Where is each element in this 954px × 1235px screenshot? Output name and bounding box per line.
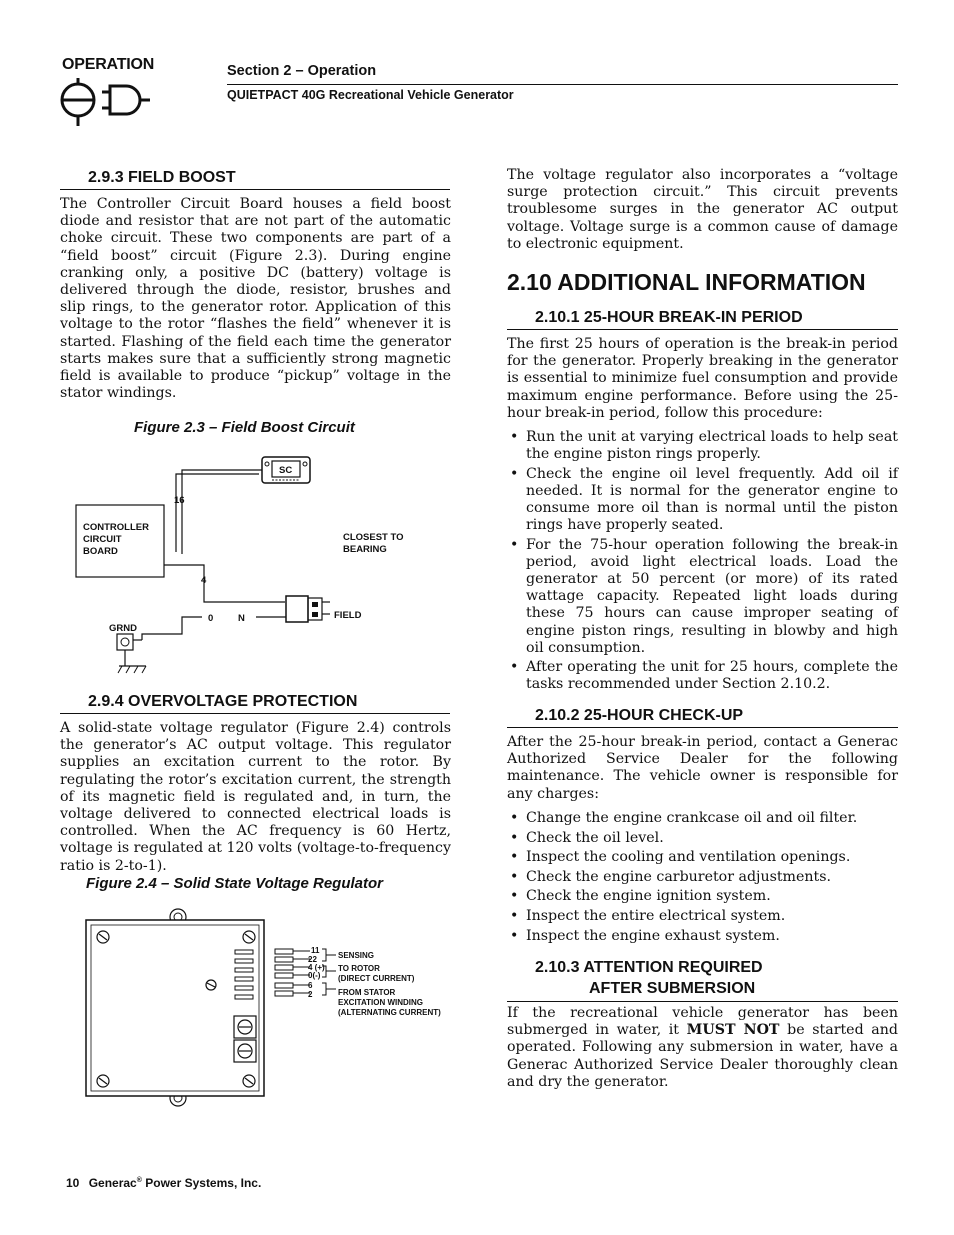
wire-16-label: 16: [174, 495, 185, 506]
list-item: • For the 75-hour operation following the break-in period, avoid light electrical loads. Load the generator at 50 percent (or more) of its rated wattage capacity. Repeated light loads during these 75 hours can cause improper seating of engine piston rings, resulting in blowby and high oil consumption.: [507, 537, 898, 657]
overvoltage-paragraph: A solid-state voltage regulator (Figure 2.4) controls the generator’s AC output voltage. This regulator supplies an excitation current to the rotor. By regulating the rotor’s excitation current, the strength of its magnetic field is regulated and, in turn, the voltage delivered to connected electrical loads is controlled. When the AC frequency is 60 Hertz, voltage is regulated at 120 volts (voltage-to-frequency ratio is 2-to-1).: [60, 720, 451, 874]
figure-2-3-caption: Figure 2.3 – Field Boost Circuit: [134, 419, 355, 436]
page-footer: [66, 1176, 261, 1190]
sc-label: SC: [279, 465, 293, 476]
heading-2-10-1: 2.10.1 25-HOUR BREAK-IN PERIOD: [507, 309, 898, 330]
list-item: • Check the engine ignition system.: [507, 888, 898, 905]
field-label: FIELD: [334, 610, 362, 621]
closest-to-label-2: BEARING: [343, 544, 387, 555]
check-up-paragraph: After the 25-hour break-in period, contact a Generac Authorized Service Dealer for the following maintenance. The vehicle owner is responsible for any charges:: [507, 734, 898, 802]
company-name-rest: Power Systems, Inc.: [141, 1176, 262, 1190]
direct-current-label: (DIRECT CURRENT): [338, 974, 415, 983]
pin-22-label: 22: [308, 955, 317, 964]
sensing-label: SENSING: [338, 951, 375, 960]
wire-4-label: 4: [201, 575, 207, 586]
voltage-regulator-diagram: [84, 905, 444, 1110]
list-item: • Check the engine carburetor adjustments.: [507, 869, 898, 886]
alternating-current-label: (ALTERNATING CURRENT): [338, 1008, 441, 1017]
field-boost-circuit-diagram: [60, 444, 450, 684]
wire-0-label: 0: [208, 613, 214, 624]
pin-2-label: 2: [308, 990, 313, 999]
pin-4-label: 4 (+): [308, 963, 325, 972]
break-in-paragraph: The first 25 hours of operation is the break-in period for the generator. Properly breaking in the generator is essential to minimize fuel consumption and provide maximum engine performance. Before using the 25-hour break-in period, follow this procedure:: [507, 336, 898, 421]
list-item: • Check the oil level.: [507, 830, 898, 847]
heading-2-9-4: 2.9.4 OVERVOLTAGE PROTECTION: [60, 693, 450, 714]
must-not-emphasis: MUST NOT: [686, 1022, 780, 1039]
header-divider: [227, 84, 898, 85]
check-up-list: [507, 810, 898, 947]
heading-2-9-3: 2.9.3 FIELD BOOST: [60, 169, 450, 190]
surge-protection-paragraph: The voltage regulator also incorporates a “voltage surge protection circuit.” This circuit prevents troublesome surges in the generator AC output voltage. Voltage surge is a common cause of damage to electronic equipment.: [507, 167, 898, 252]
operation-label: OPERATION: [62, 56, 155, 73]
list-item: • Inspect the engine exhaust system.: [507, 928, 898, 945]
list-item: • Check the engine oil level frequently. Add oil if needed. It is normal for the generator engine to consume more oil than is normal until the piston rings have properly seated.: [507, 466, 898, 535]
list-item: • After operating the unit for 25 hours, complete the tasks recommended under Section 2.10.2.: [507, 659, 898, 693]
field-brush-assembly: [286, 596, 308, 622]
field-boost-paragraph: The Controller Circuit Board houses a field boost diode and resistor that are not part of the automatic choke circuit. These two components are part of a “field boost” circuit (Figure 2.3). During engine cranking only, a positive DC (battery) voltage is delivered through the diode, resistor, brushes and slip rings, to the generator rotor. Application of this voltage to the rotor “flashes the field” whenever it is started. Flashing of the field each time the generator starts makes sure that a sufficiently strong magnetic field is available to produce “pickup” voltage in the stator windings.: [60, 196, 451, 402]
submersion-text-1: If the recreational vehicle generator has been submerged in water, it: [507, 1005, 898, 1039]
figure-2-4-caption: Figure 2.4 – Solid State Voltage Regulator: [86, 875, 384, 892]
section-title: Section 2 – Operation: [227, 63, 377, 79]
heading-2-10-3: [507, 957, 898, 1002]
heading-2-10-3-line1: 2.10.3 ATTENTION REQUIRED: [535, 959, 763, 976]
excitation-winding-label: EXCITATION WINDING: [338, 998, 424, 1007]
grnd-label: GRND: [109, 623, 137, 634]
to-rotor-label: TO ROTOR: [338, 964, 380, 973]
list-item: • Run the unit at varying electrical loads to help seat the engine piston rings properly.: [507, 429, 898, 463]
ground-terminal: [117, 634, 133, 650]
list-item: • Inspect the entire electrical system.: [507, 908, 898, 925]
closest-to-label-1: CLOSEST TO: [343, 532, 404, 543]
board-label-3: BOARD: [83, 546, 118, 557]
board-label-2: CIRCUIT: [83, 534, 122, 545]
plug-operation-icon: [58, 78, 158, 130]
from-stator-label: FROM STATOR: [338, 988, 396, 997]
heading-2-10: 2.10 ADDITIONAL INFORMATION: [507, 269, 866, 295]
company-name: Generac: [88, 1176, 137, 1190]
pin-11-label: 11: [311, 946, 320, 955]
heading-2-10-2: 2.10.2 25-HOUR CHECK-UP: [507, 707, 898, 728]
page-number: 10: [66, 1176, 80, 1190]
heading-2-10-3-line2: AFTER SUBMERSION: [589, 980, 756, 997]
pin-6-label: 6: [308, 981, 313, 990]
document-title: QUIETPACT 40G Recreational Vehicle Generator: [227, 88, 514, 102]
pin-0-label: 0(-): [308, 971, 321, 980]
list-item: • Inspect the cooling and ventilation openings.: [507, 849, 898, 866]
break-in-list: [507, 429, 898, 696]
wire-n-label: N: [238, 613, 245, 624]
list-item: • Change the engine crankcase oil and oil filter.: [507, 810, 898, 827]
regulator-body: [86, 920, 264, 1096]
registered-mark: ®: [136, 1177, 142, 1184]
board-label-1: CONTROLLER: [83, 522, 149, 533]
submersion-paragraph: [507, 1005, 898, 1091]
submersion-text-2: be started and operated. Following any submersion in water, have a Generac Authorized Service Dealer thoroughly clean and dry the generator.: [507, 1022, 898, 1090]
